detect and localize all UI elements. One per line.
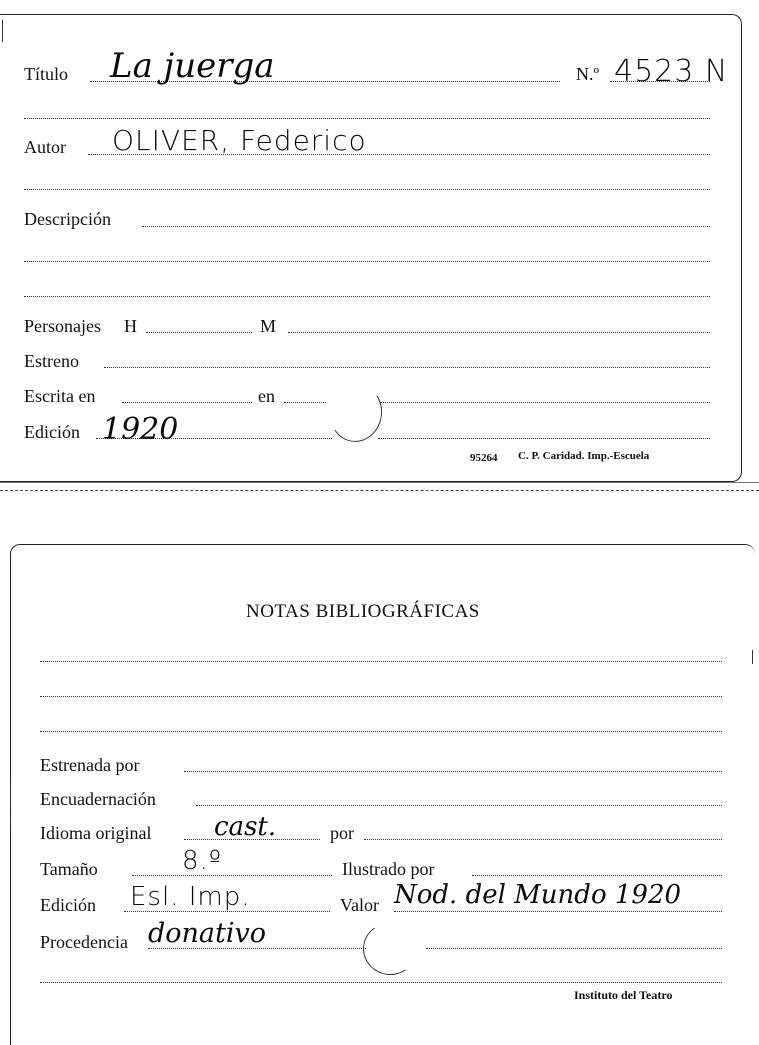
- valor-value: Nod. del Mundo 1920: [394, 880, 682, 910]
- estrenada-por-line: [184, 771, 722, 772]
- idioma-por-line: [364, 839, 722, 840]
- personajes-h-label: H: [124, 316, 137, 336]
- idioma-value: cast.: [214, 812, 277, 842]
- ilustrado-line: [472, 875, 722, 876]
- edicion-line-2: [378, 438, 710, 439]
- descripcion-label: Descripción: [24, 209, 111, 229]
- descripcion-line: [142, 226, 710, 227]
- ilustrado-label: Ilustrado por: [342, 859, 435, 879]
- descripcion-line-2: [24, 261, 710, 262]
- procedencia-label: Procedencia: [40, 932, 128, 952]
- escrita-en2-label: en: [258, 386, 275, 406]
- personajes-m-label: M: [260, 316, 277, 336]
- procedencia-line-2: [426, 948, 722, 949]
- autor-label: Autor: [24, 137, 66, 157]
- estreno-line: [104, 367, 710, 368]
- encuadernacion-line: [196, 805, 722, 806]
- tamano-line: [132, 875, 332, 876]
- autor-value: OLIVER, Federico: [112, 124, 367, 157]
- edicion-bottom-label: Edición: [40, 895, 96, 915]
- printer-code: 95264: [470, 452, 498, 464]
- escrita-en-label: Escrita en: [24, 386, 96, 406]
- personajes-h-line: [146, 332, 252, 333]
- valor-label: Valor: [340, 895, 379, 915]
- autor-extra-line: [24, 189, 710, 190]
- notas-line-2: [40, 696, 722, 697]
- estreno-label: Estreno: [24, 351, 79, 371]
- notas-heading: NOTAS BIBLIOGRÁFICAS: [246, 601, 480, 622]
- titulo-value: La juerga: [110, 46, 275, 86]
- numero-label: N.º: [576, 64, 600, 84]
- estrenada-por-label: Estrenada por: [40, 755, 140, 775]
- personajes-m-line: [288, 332, 710, 333]
- numero-value: 4523 N: [614, 54, 729, 89]
- notas-line-1: [40, 661, 722, 662]
- edicion-value: 1920: [102, 412, 179, 447]
- card-edge-mark-right: [752, 650, 753, 664]
- card-edge-mark-left: [10, 780, 11, 830]
- edicion-label: Edición: [24, 422, 80, 442]
- escrita-en2-line: [284, 402, 326, 403]
- card-edge-mark: [2, 20, 3, 42]
- procedencia-extra-line: [40, 982, 722, 983]
- valor-line: [394, 911, 722, 912]
- procedencia-value: donativo: [148, 918, 267, 949]
- idioma-label: Idioma original: [40, 823, 152, 843]
- tear-line: [0, 490, 759, 491]
- titulo-extra-line: [24, 118, 710, 119]
- encuadernacion-label: Encuadernación: [40, 789, 156, 809]
- idioma-por-label: por: [330, 823, 354, 843]
- printer-text: C. P. Caridad. Imp.-Escuela: [518, 450, 650, 462]
- edicion-bottom-value: Esl. Imp.: [130, 882, 251, 912]
- descripcion-line-3: [24, 296, 710, 297]
- tamano-value: 8.º: [182, 846, 223, 876]
- tamano-label: Tamaño: [40, 859, 98, 879]
- separator-line: [0, 482, 759, 483]
- escrita-en-line: [122, 402, 252, 403]
- institute-footer: Instituto del Teatro: [574, 988, 673, 1002]
- personajes-label: Personajes: [24, 316, 101, 336]
- titulo-label: Título: [24, 64, 68, 84]
- escrita-en3-line: [380, 402, 710, 403]
- notas-line-3: [40, 731, 722, 732]
